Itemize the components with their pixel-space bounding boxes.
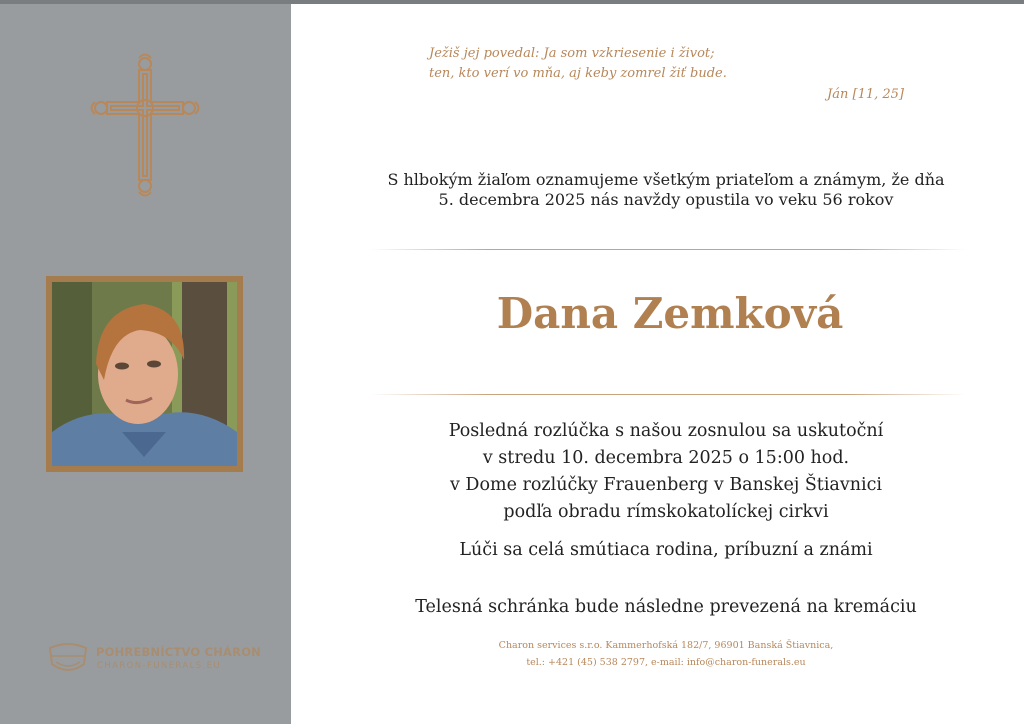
ceremony-line: v Dome rozlúčky Frauenberg v Banskej Štiavnici bbox=[449, 475, 883, 495]
footer-address: Charon services s.r.o. Kammerhofská 182/7, 96901 Banská Štiavnica, bbox=[498, 640, 834, 651]
quote-line: Ježiš jej povedal: Ja som vzkriesenie i život; bbox=[429, 46, 715, 61]
company-logo bbox=[46, 640, 266, 680]
quote-reference: Ján [11, 25] bbox=[827, 87, 904, 102]
ceremony-details bbox=[360, 418, 972, 526]
cross-icon bbox=[88, 52, 202, 198]
ceremony-line: podľa obradu rímskokatolíckej cirkvi bbox=[503, 502, 829, 522]
cremation-note: Telesná schránka bude následne prevezená na kremáciu bbox=[415, 597, 917, 617]
family-farewell: Lúči sa celá smútiaca rodina, príbuzní a známi bbox=[459, 540, 873, 560]
announcement-text bbox=[360, 170, 972, 210]
footer-contact: tel.: +421 (45) 538 2797, e-mail: info@charon-funerals.eu bbox=[526, 657, 806, 668]
portrait-photo bbox=[52, 282, 237, 466]
ceremony-line: Posledná rozlúčka s našou zosnulou sa uskutoční bbox=[448, 421, 884, 441]
logo-website: CHARON-FUNERALS.EU bbox=[97, 661, 222, 671]
announcement-line: 5. decembra 2025 nás navždy opustila vo veku 56 rokov bbox=[438, 190, 894, 209]
divider bbox=[370, 394, 966, 395]
charon-shield-icon bbox=[46, 640, 90, 676]
contact-footer bbox=[360, 637, 972, 671]
divider bbox=[370, 249, 966, 250]
portrait-frame bbox=[46, 276, 243, 472]
quote-line: ten, kto verí vo mňa, aj keby zomrel žiť bude. bbox=[429, 66, 727, 81]
ceremony-line: v stredu 10. decembra 2025 o 15:00 hod. bbox=[482, 448, 850, 468]
deceased-name: Dana Zemková bbox=[496, 289, 844, 338]
announcement-line: S hlbokým žiaľom oznamujeme všetkým priateľom a známym, že dňa bbox=[387, 170, 945, 189]
logo-company-name: POHREBNÍCTVO CHÁRON bbox=[96, 645, 261, 659]
bible-quote bbox=[429, 44, 727, 84]
